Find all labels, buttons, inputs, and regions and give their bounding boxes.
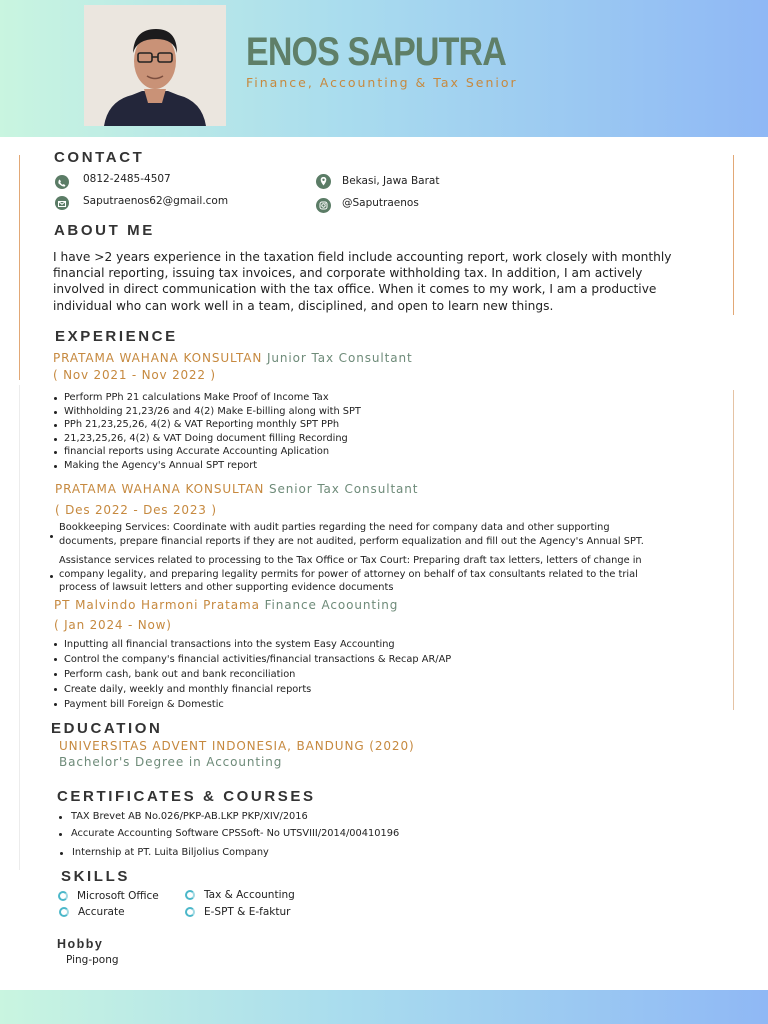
- hobby-value: Ping-pong: [66, 954, 119, 966]
- left-divider-line: [19, 385, 20, 870]
- location-text: Bekasi, Jawa Barat: [342, 175, 440, 187]
- job-title-2: [55, 482, 418, 496]
- list-item: Perform PPh 21 calculations Make Proof of Income Tax: [54, 391, 361, 405]
- skill-item: [185, 906, 290, 918]
- job-company: PRATAMA WAHANA KONSULTAN: [55, 482, 265, 496]
- experience-heading: EXPERIENCE: [55, 328, 178, 345]
- location-pin-icon: [316, 174, 331, 189]
- skill-item: [58, 890, 159, 902]
- email-icon: [55, 196, 69, 210]
- skill-label: Microsoft Office: [77, 890, 159, 902]
- job-duty-paragraph: Assistance services related to processing to the Tax Office or Tax Court: Preparing draft tax letters, letters of change in company legality, and preparing legality permits for power of attorney on behalf of tax consultants related to the trial process of lawsuit letters and other supporting evidence documents: [59, 555, 642, 593]
- right-accent-line-lower: [733, 390, 734, 710]
- job-position: Senior Tax Consultant: [268, 482, 419, 496]
- skill-label: Tax & Accounting: [204, 889, 295, 901]
- skill-ring-icon: [59, 907, 69, 917]
- certificate-item: Accurate Accounting Software CPSSoft- No UTSVIII/2014/00410196: [59, 828, 399, 839]
- skill-ring-icon: [185, 907, 195, 917]
- job-title-3: [54, 598, 398, 612]
- job-date-1: ( Nov 2021 - Nov 2022 ): [53, 368, 216, 382]
- certificate-item: TAX Brevet AB No.026/PKP-AB.LKP PKP/XIV/2016: [59, 811, 308, 822]
- list-item: Inputting all financial transactions into the system Easy Accounting: [54, 637, 451, 652]
- instagram-icon: [316, 198, 331, 213]
- certificate-item: Internship at PT. Luita Biljolius Company: [60, 847, 269, 858]
- list-item: Perform cash, bank out and bank reconciliation: [54, 667, 451, 682]
- skill-label: Accurate: [78, 906, 125, 918]
- certificates-heading: CERTIFICATES & COURSES: [57, 788, 316, 805]
- job-duty-paragraph: Bookkeeping Services: Coordinate with audit parties regarding the need for company data and other supporting documents, prepare financial reports if they are not audited, perform equalization and fill out the Agency's Annual SPT.: [59, 522, 644, 547]
- skill-item: [59, 906, 125, 918]
- profile-photo: [84, 5, 226, 126]
- job-company: PT Malvindo Harmoni Pratama: [54, 598, 260, 612]
- list-item: Withholding 21,23/26 and 4(2) Make E-billing along with SPT: [54, 405, 361, 419]
- list-item: 21,23,25,26, 4(2) & VAT Doing document filling Recording: [54, 432, 361, 446]
- hobby-heading: Hobby: [57, 937, 104, 951]
- skill-label: E-SPT & E-faktur: [204, 906, 291, 918]
- about-heading: ABOUT ME: [54, 222, 155, 239]
- education-heading: EDUCATION: [51, 720, 163, 737]
- education-school: UNIVERSITAS ADVENT INDONESIA, BANDUNG (2020): [59, 739, 415, 753]
- list-item: Making the Agency's Annual SPT report: [54, 459, 361, 473]
- about-text: I have >2 years experience in the taxation field include accounting report, work closely with monthly financial reporting, issuing tax invoices, and corporate withholding tax. In addition, I am actively involved in direct communication with the tax office. When it comes to my work, I am a productive individual who can work well in a team, disciplined, and open to learn new things.: [53, 250, 672, 313]
- phone-number: 0812-2485-4507: [83, 173, 171, 185]
- left-accent-line: [19, 155, 20, 380]
- email-address: Saputraenos62@gmail.com: [83, 195, 229, 207]
- job-position: Finance Acoounting: [264, 598, 399, 612]
- phone-icon: [55, 175, 69, 189]
- skill-ring-icon: [185, 890, 195, 900]
- list-item: Create daily, weekly and monthly financial reports: [54, 682, 451, 697]
- skills-heading: SKILLS: [61, 868, 130, 885]
- bullet-dot: [50, 575, 53, 578]
- list-item: Control the company's financial activities/financial transactions & Recap AR/AP: [54, 652, 451, 667]
- job-date-3: ( Jan 2024 - Now): [54, 618, 172, 632]
- job-position: Junior Tax Consultant: [266, 351, 413, 365]
- candidate-name: ENOS SAPUTRA: [246, 30, 506, 74]
- list-item: financial reports using Accurate Accounting Aplication: [54, 445, 361, 459]
- skill-item: [185, 889, 295, 901]
- job-title-1: [53, 351, 413, 365]
- candidate-role: Finance, Accounting & Tax Senior: [246, 75, 518, 90]
- contact-heading: CONTACT: [54, 149, 145, 166]
- job-date-2: ( Des 2022 - Des 2023 ): [55, 503, 217, 517]
- footer-banner: [0, 990, 768, 1024]
- bullet-dot: [50, 535, 53, 538]
- education-degree: Bachelor's Degree in Accounting: [59, 755, 283, 769]
- right-accent-line: [733, 155, 734, 315]
- social-handle: @Saputraenos: [342, 197, 419, 209]
- list-item: PPh 21,23,25,26, 4(2) & VAT Reporting monthly SPT PPh: [54, 418, 361, 432]
- job-duties-3: [54, 637, 451, 712]
- skill-ring-icon: [58, 891, 68, 901]
- list-item: Payment bill Foreign & Domestic: [54, 697, 451, 712]
- job-company: PRATAMA WAHANA KONSULTAN: [53, 351, 263, 365]
- job-duties-1: [54, 391, 361, 473]
